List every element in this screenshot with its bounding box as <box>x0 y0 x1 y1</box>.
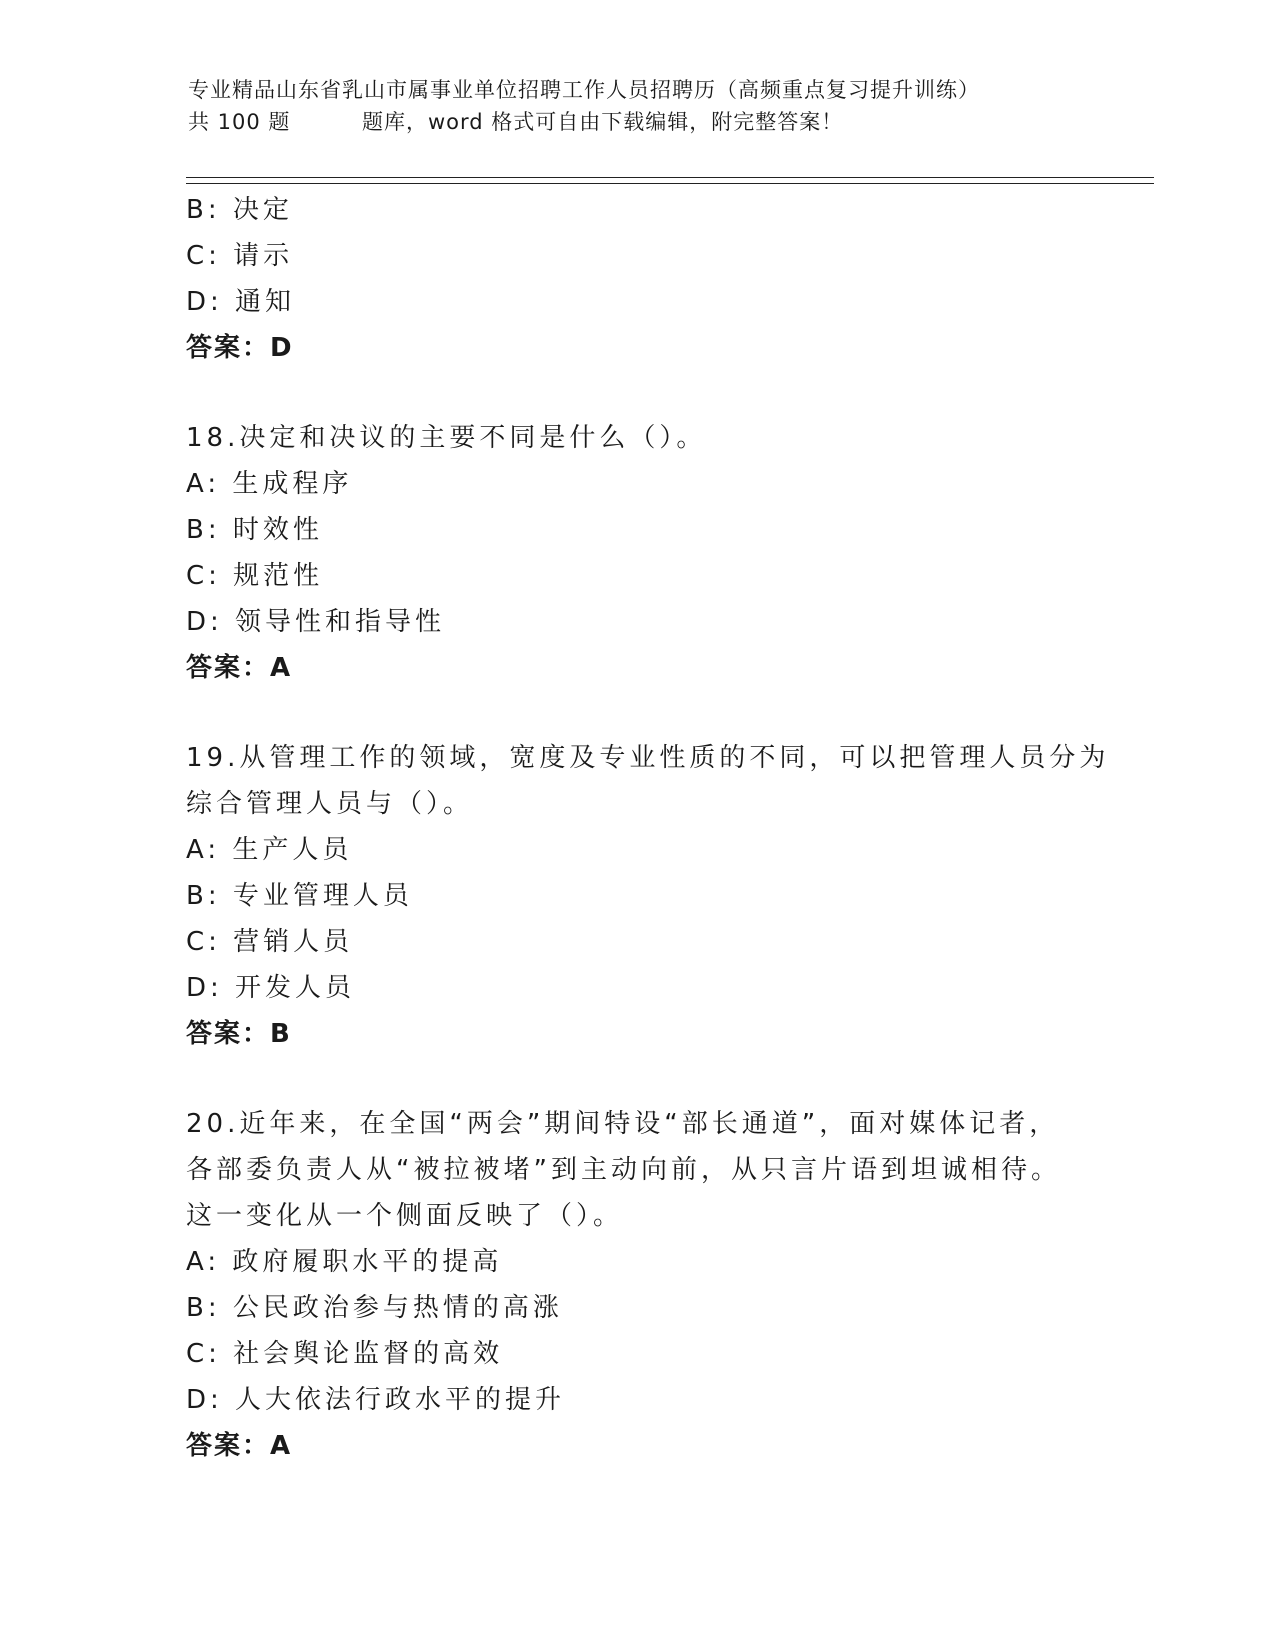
option-d: D: 人大依法行政水平的提升 <box>186 1385 566 1415</box>
option-c: C: 营销人员 <box>186 927 354 957</box>
question-count: 共 100 题 <box>188 110 291 134</box>
question-stem-continued: 各部委负责人从“被拉被堵”到主动向前，从只言片语到坦诚相待。 <box>186 1155 1061 1185</box>
option-b: B: 决定 <box>186 195 293 225</box>
question-gap <box>186 371 1086 415</box>
header-divider-top <box>186 177 1154 178</box>
option-b: B: 专业管理人员 <box>186 881 413 911</box>
option-b: B: 公民政治参与热情的高涨 <box>186 1293 563 1323</box>
option-b: B: 时效性 <box>186 515 323 545</box>
header-subtitle-line <box>188 106 1088 138</box>
answer-line: 答案：D <box>186 333 294 363</box>
option-d: D: 通知 <box>186 287 296 317</box>
document-header <box>188 74 1088 138</box>
question-stem: 20.近年来，在全国“两会”期间特设“部长通道”，面对媒体记者， <box>186 1109 1060 1139</box>
question-stem-continued: 综合管理人员与（）。 <box>186 789 474 819</box>
option-c: C: 社会舆论监督的高效 <box>186 1339 504 1369</box>
option-c: C: 规范性 <box>186 561 324 591</box>
answer-line: 答案：A <box>186 1431 293 1461</box>
header-description: 题库，word 格式可自由下载编辑，附完整答案！ <box>362 110 844 134</box>
header-divider-bottom <box>186 183 1154 184</box>
option-a: A: 政府履职水平的提高 <box>186 1247 503 1277</box>
question-17-continuation <box>186 187 1086 371</box>
question-gap <box>186 1057 1086 1101</box>
header-title-line: 专业精品山东省乳山市属事业单位招聘工作人员招聘历（高频重点复习提升训练） <box>188 78 980 102</box>
question-stem: 18.决定和决议的主要不同是什么（）。 <box>186 423 707 453</box>
question-20 <box>186 1101 1086 1469</box>
question-stem: 19.从管理工作的领域，宽度及专业性质的不同，可以把管理人员分为 <box>186 743 1110 773</box>
question-19 <box>186 735 1110 1057</box>
answer-line: 答案：B <box>186 1019 292 1049</box>
document-body <box>186 187 1110 1469</box>
option-c: C: 请示 <box>186 241 294 271</box>
option-a: A: 生成程序 <box>186 469 353 499</box>
question-18 <box>186 415 1086 691</box>
question-stem-continued: 这一变化从一个侧面反映了（）。 <box>186 1201 624 1231</box>
question-gap <box>186 691 1086 735</box>
option-d: D: 领导性和指导性 <box>186 607 446 637</box>
answer-line: 答案：A <box>186 653 293 683</box>
option-d: D: 开发人员 <box>186 973 356 1003</box>
option-a: A: 生产人员 <box>186 835 353 865</box>
